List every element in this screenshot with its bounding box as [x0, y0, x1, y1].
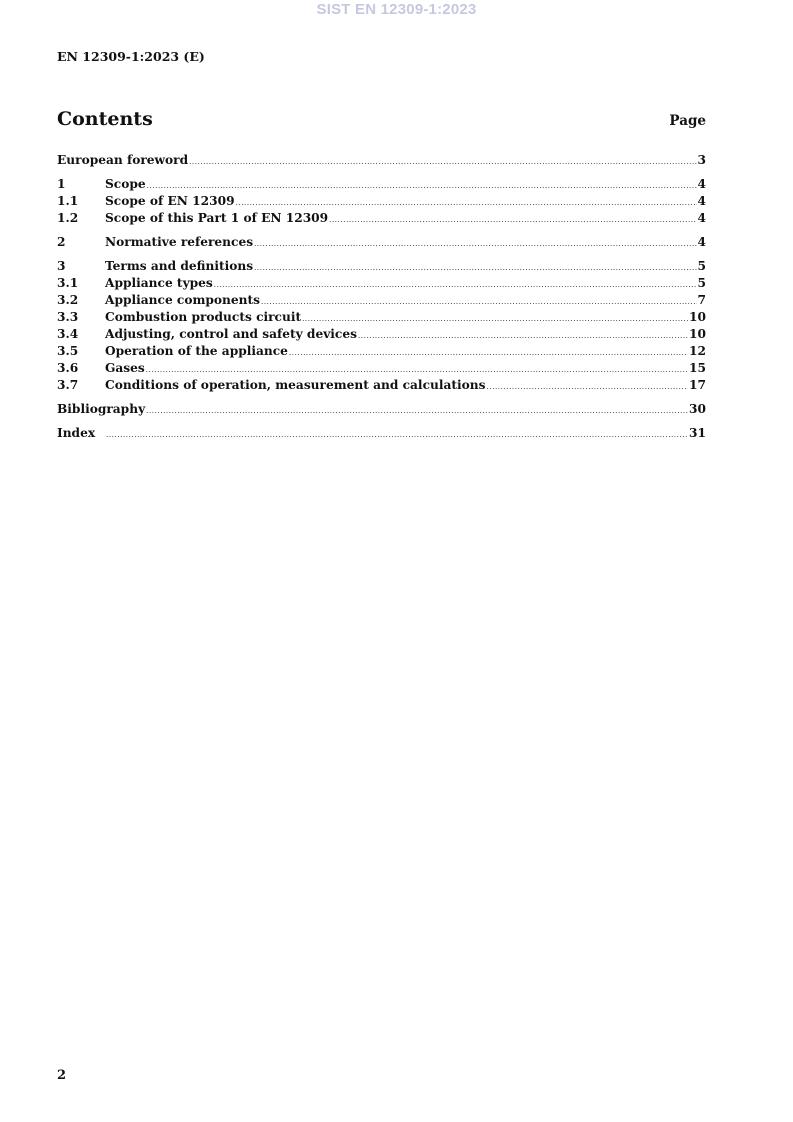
toc-leader-dots — [146, 403, 688, 420]
toc-entry-3-5[interactable] — [57, 343, 706, 360]
toc-entry-page: 4 — [697, 194, 706, 208]
toc-entry-1-1[interactable] — [57, 193, 706, 210]
toc-entry-title: Scope of this Part 1 of EN 12309 — [105, 211, 329, 225]
table-of-contents — [57, 152, 706, 442]
toc-entry-page: 15 — [689, 361, 706, 375]
toc-entry-page: 30 — [689, 402, 706, 416]
toc-leader-dots — [254, 236, 696, 253]
contents-heading: Contents — [57, 108, 153, 130]
toc-entry-title: Gases — [105, 361, 145, 375]
toc-entry-3[interactable] — [57, 258, 706, 275]
toc-leader-dots — [106, 427, 688, 444]
toc-entry-number: 3.2 — [57, 293, 79, 307]
page-number: 2 — [57, 1068, 67, 1083]
toc-entry-number: 3.4 — [57, 327, 79, 341]
toc-entry-3-4[interactable] — [57, 326, 706, 343]
watermark: SIST EN 12309-1:2023 — [316, 1, 477, 18]
toc-entry-number: 2 — [57, 235, 66, 249]
toc-entry-title: European foreword — [57, 153, 189, 167]
toc-entry-title: Scope — [105, 177, 146, 191]
toc-entry-number: 3.7 — [57, 378, 79, 392]
toc-entry-3-2[interactable] — [57, 292, 706, 309]
toc-entry-1-2[interactable] — [57, 210, 706, 227]
document-identifier: EN 12309-1:2023 (E) — [57, 49, 205, 64]
toc-entry-page: 12 — [689, 344, 706, 358]
toc-entry-2[interactable] — [57, 234, 706, 251]
toc-entry-1[interactable] — [57, 176, 706, 193]
toc-entry-number: 1.1 — [57, 194, 79, 208]
toc-entry-title: Normative references — [105, 235, 254, 249]
toc-entry-bibliography[interactable] — [57, 401, 706, 418]
toc-entry-title: Bibliography — [57, 402, 146, 416]
toc-entry-number: 3.1 — [57, 276, 79, 290]
toc-entry-page: 17 — [689, 378, 706, 392]
toc-leader-dots — [189, 154, 696, 171]
toc-leader-dots — [358, 328, 688, 345]
toc-entry-page: 4 — [697, 211, 706, 225]
toc-entry-number: 3 — [57, 259, 66, 273]
toc-entry-number: 1 — [57, 177, 66, 191]
toc-entry-title: Operation of the appliance — [105, 344, 288, 358]
toc-entry-number: 1.2 — [57, 211, 79, 225]
toc-leader-dots — [329, 212, 696, 229]
toc-entry-index[interactable] — [57, 425, 706, 442]
toc-leader-dots — [302, 311, 688, 328]
toc-entry-3-6[interactable] — [57, 360, 706, 377]
toc-leader-dots — [487, 379, 689, 396]
toc-entry-title: Combustion products circuit — [105, 310, 302, 324]
toc-entry-3-1[interactable] — [57, 275, 706, 292]
page-column-heading: Page — [669, 113, 706, 129]
toc-entry-page: 7 — [697, 293, 706, 307]
toc-entry-page: 3 — [697, 153, 706, 167]
toc-entry-title: Index — [57, 426, 96, 440]
toc-entry-number: 3.5 — [57, 344, 79, 358]
toc-entry-number: 3.6 — [57, 361, 79, 375]
toc-entry-title: Adjusting, control and safety devices — [105, 327, 357, 341]
toc-entry-title: Terms and definitions — [105, 259, 254, 273]
toc-entry-title: Appliance components — [105, 293, 260, 307]
toc-leader-dots — [289, 345, 688, 362]
toc-entry-title: Appliance types — [105, 276, 213, 290]
toc-entry-title: Conditions of operation, measurement and calculations — [105, 378, 486, 392]
toc-leader-dots — [214, 277, 697, 294]
toc-leader-dots — [254, 260, 696, 277]
toc-entry-page: 10 — [689, 327, 706, 341]
toc-leader-dots — [261, 294, 697, 311]
toc-entry-3-7[interactable] — [57, 377, 706, 394]
toc-entry-page: 5 — [697, 276, 706, 290]
toc-entry-title: Scope of EN 12309 — [105, 194, 235, 208]
toc-entry-page: 4 — [697, 177, 706, 191]
toc-entry-page: 4 — [697, 235, 706, 249]
toc-entry-european-foreword[interactable] — [57, 152, 706, 169]
toc-entry-page: 10 — [689, 310, 706, 324]
toc-entry-page: 31 — [689, 426, 706, 440]
toc-entry-number: 3.3 — [57, 310, 79, 324]
toc-entry-3-3[interactable] — [57, 309, 706, 326]
toc-entry-page: 5 — [697, 259, 706, 273]
